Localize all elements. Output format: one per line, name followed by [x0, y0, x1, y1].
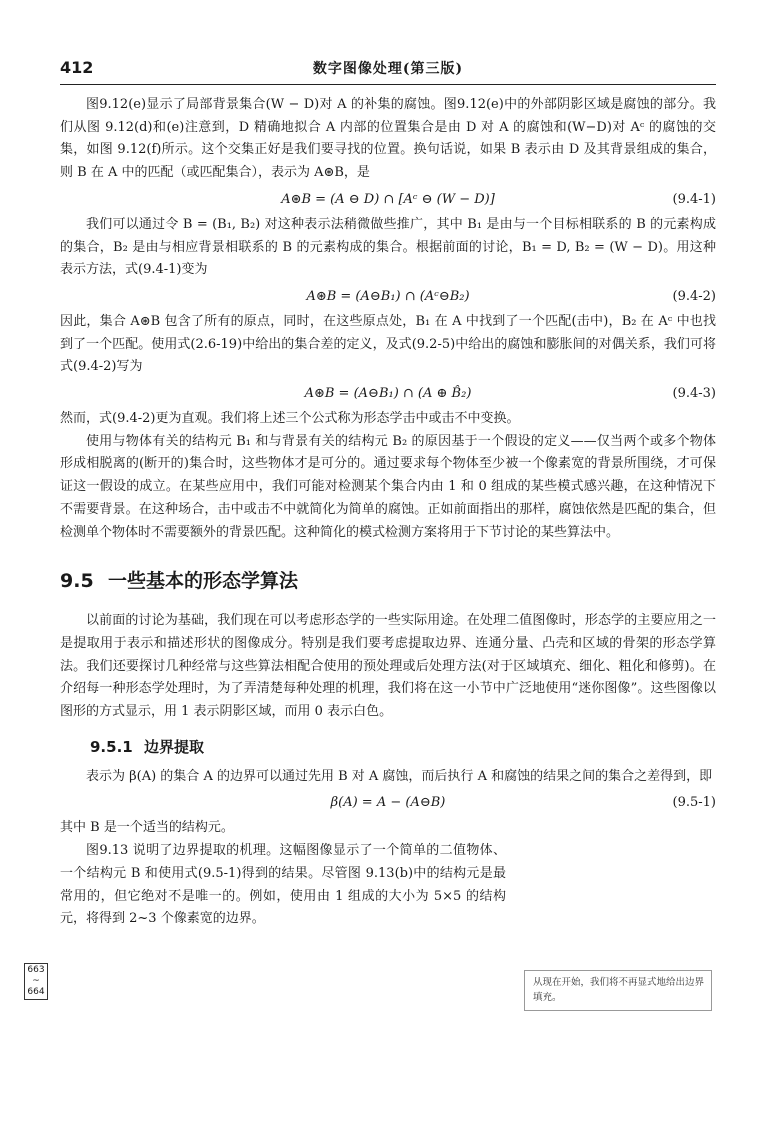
equation-9-5-1: [60, 788, 716, 817]
page-number: 412: [60, 58, 94, 77]
paragraph-2: 我们可以通过令 B = (B₁, B₂) 对这种表示法稍微做些推广，其中 B₁ 是由与一个目标相联系的 B 的元素构成的集合，B₂ 是由与相应背景相联系的 B 的元素构成的集合。根据前面的讨论，B₁ = D, B₂ = (W − D)。用这种表示方法，式(9.4-1)变为: [60, 216, 716, 278]
book-title: 数字图像处理(第三版): [312, 61, 464, 77]
section-title: 一些基本的形态学算法: [108, 570, 299, 593]
subsection-number: 9.5.1: [90, 737, 133, 756]
margin-ref-top: 663: [27, 965, 45, 975]
section-number: 9.5: [60, 570, 94, 593]
equation-number: (9.4-2): [672, 288, 716, 304]
equation-number: (9.4-1): [672, 191, 716, 207]
equation-body: A⊛B = (A⊖B₁) ∩ (A ⊕ B̂₂): [304, 386, 472, 402]
margin-ref-bottom: 664: [27, 987, 45, 997]
margin-page-reference: [24, 963, 48, 1000]
paragraph-8: 其中 B 是一个适当的结构元。: [60, 820, 234, 836]
side-note: 从现在开始，我们将不再显式地给出边界填充。: [524, 970, 712, 1011]
equation-9-4-1: [60, 185, 716, 214]
subsection-heading: [60, 734, 716, 760]
paragraph-7: 表示为 β(A) 的集合 A 的边界可以通过先用 B 对 A 腐蚀，而后执行 A 和腐蚀的结果之间的集合之差得到，即: [86, 768, 713, 784]
paragraph-4: 然而，式(9.4-2)更为直观。我们将上述三个公式称为形态学击中或击不中变换。: [60, 411, 520, 427]
subsection-title: 边界提取: [144, 737, 205, 756]
equation-body: β(A) = A − (A⊖B): [330, 795, 446, 811]
section-heading: [60, 566, 716, 596]
paragraph-5: 使用与物体有关的结构元 B₁ 和与背景有关的结构元 B₂ 的原因基于一个假设的定义——仅当两个或多个物体形成相脱离的(断开的)集合时，这些物体才是可分的。通过要求每个物体至少被一个像素宽的背景所围绕，才可保证这一假设的成立。在某些应用中，我们可能对检测某个集合内由 1 和 0 组成的某些模式感兴趣，在这种情况下不需要背景。在这种场合，击中或击不中就简化为简单的腐蚀。正如前面指出的那样，腐蚀依然是匹配的集合，但检测单个物体时不需要额外的背景匹配。这种简化的模式检测方案将用于下节讨论的某些算法中。: [60, 433, 716, 540]
equation-body: A⊛B = (A ⊖ D) ∩ [Aᶜ ⊖ (W − D)]: [281, 191, 495, 207]
paragraph-6: 以前面的讨论为基础，我们现在可以考虑形态学的一些实际用途。在处理二值图像时，形态学的主要应用之一是提取用于表示和描述形状的图像成分。特别是我们要考虑提取边界、连通分量、凸壳和区域的骨架的形态学算法。我们还要探讨几种经常与这些算法相配合使用的预处理或后处理方法(对于区域填充、细化、粗化和修剪)。在介绍每一种形态学处理时，为了弄清楚每种处理的机理，我们将在这一小节中广泛地使用“迷你图像”。这些图像以图形的方式显示，用 1 表示阴影区域，而用 0 表示白色。: [60, 613, 716, 720]
margin-ref-mid: ~: [32, 976, 40, 986]
header-rule: [60, 84, 716, 85]
equation-9-4-2: [60, 282, 716, 311]
paragraph-1: 图9.12(e)显示了局部背景集合(W − D)对 A 的补集的腐蚀。图9.12(e)中的外部阴影区域是腐蚀的部分。我们从图 9.12(d)和(e)注意到，D 精确地拟合 A 内部的位置集合是由 D 对 A 的腐蚀和(W−D)对 Aᶜ 的腐蚀的交集，如图 9.12(f)所示。这个交集正好是我们要寻找的位置。换句话说，如果 B 表示由 D 及其背景组成的集合，则 B 在 A 中的匹配（或匹配集合），表示为 A⊛B，是: [60, 97, 716, 181]
equation-number: (9.5-1): [672, 795, 716, 811]
page-body: [60, 94, 716, 931]
page-header: [60, 58, 716, 84]
equation-body: A⊛B = (A⊖B₁) ∩ (Aᶜ⊖B₂): [306, 288, 470, 304]
paragraph-9: 图9.13 说明了边界提取的机理。这幅图像显示了一个简单的二值物体、一个结构元 B 和使用式(9.5-1)得到的结果。尽管图 9.13(b)中的结构元是最常用的，但它绝对不是唯一的。例如，使用由 1 组成的大小为 5×5 的结构元，将得到 2~3 个像素宽的边界。: [60, 843, 506, 927]
paragraph-3: 因此，集合 A⊛B 包含了所有的原点，同时，在这些原点处，B₁ 在 A 中找到了一个匹配(击中)，B₂ 在 Aᶜ 中也找到了一个匹配。使用式(2.6-19)中给出的集合差的定义，及式(9.2-5)中给出的腐蚀和膨胀间的对偶关系，我们可将式(9.4-2)写为: [60, 313, 716, 375]
equation-number: (9.4-3): [672, 386, 716, 402]
equation-9-4-3: [60, 379, 716, 408]
